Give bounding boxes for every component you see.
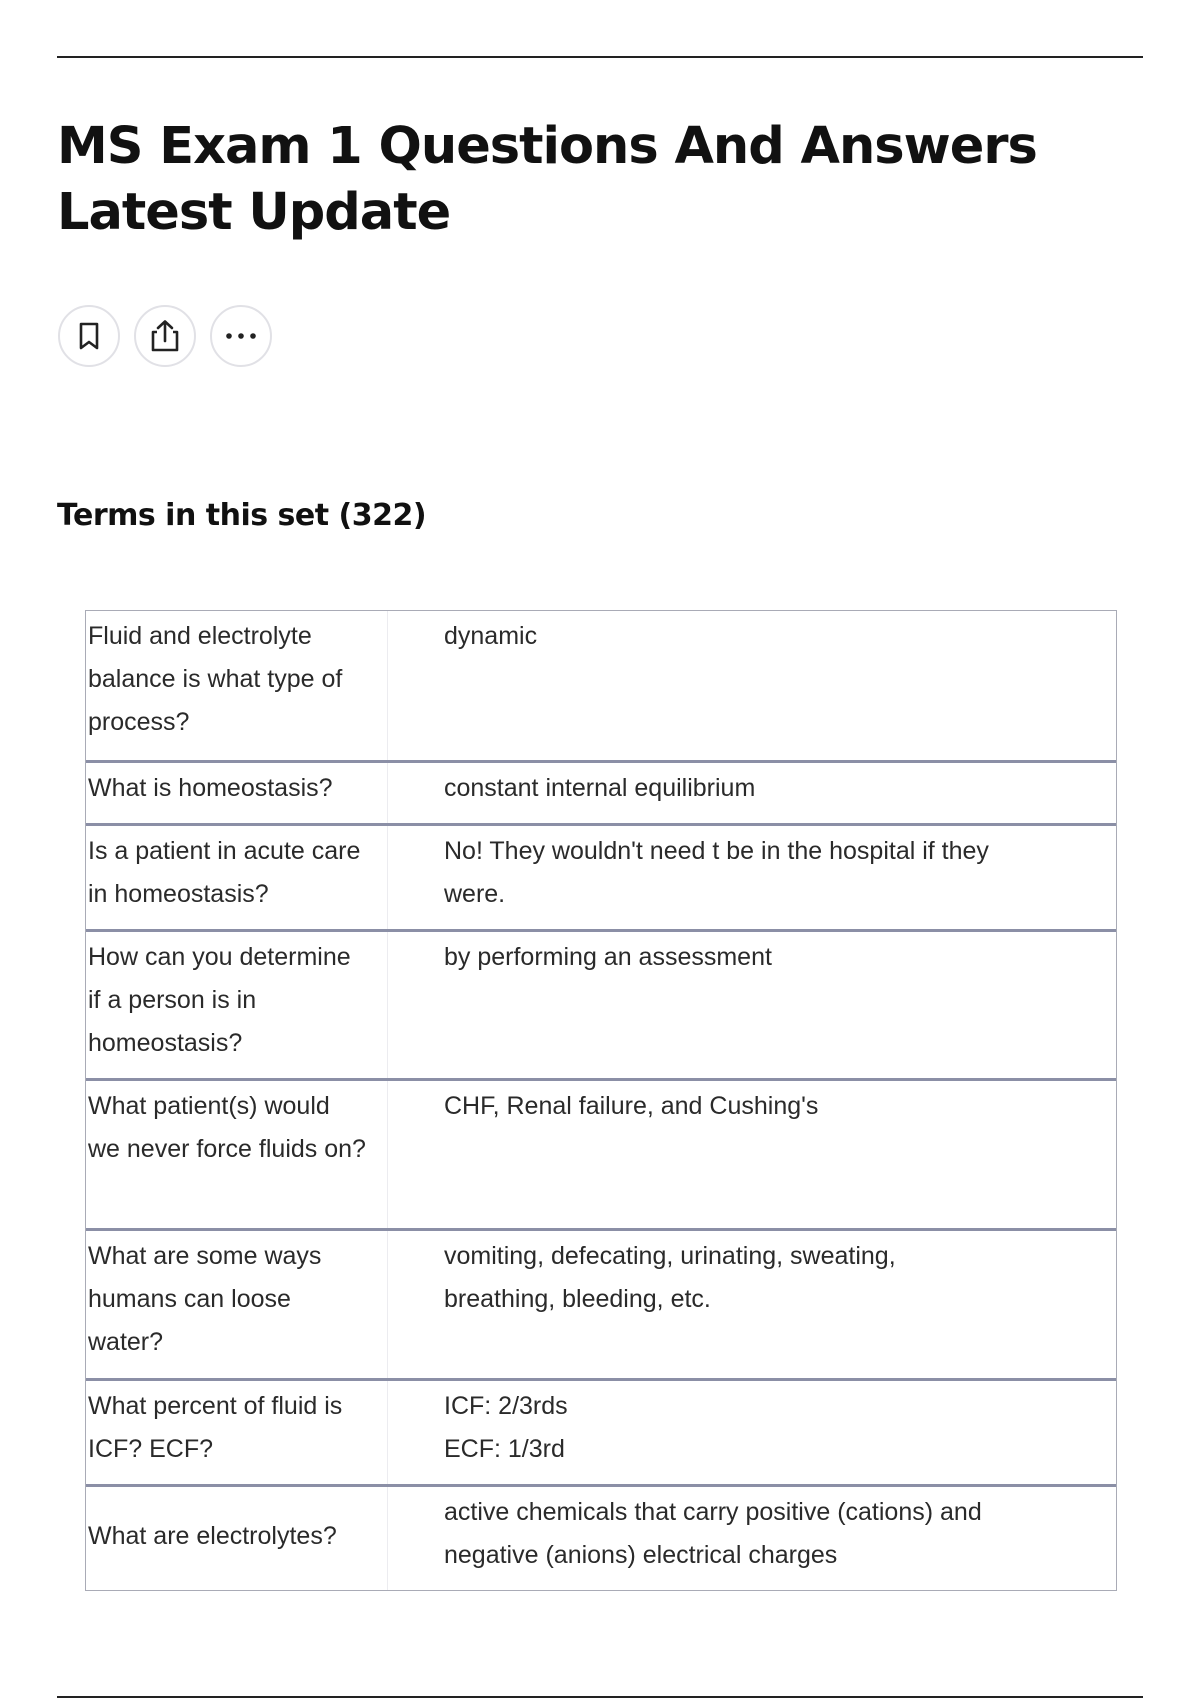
- definition-text: ICF: 2/3rds ECF: 1/3rd: [444, 1392, 568, 1463]
- definition-text: CHF, Renal failure, and Cushing's: [444, 1092, 819, 1120]
- definition-text: dynamic: [444, 622, 538, 650]
- term-text: Is a patient in acute care in homeostasis?: [86, 826, 388, 929]
- more-horizontal-icon: [224, 331, 258, 341]
- definition-text: vomiting, defecating, urinating, sweating, breathing, bleeding, etc.: [444, 1242, 896, 1313]
- more-options-button[interactable]: [210, 305, 272, 367]
- share-icon: [148, 319, 182, 353]
- page-title: MS Exam 1 Questions And Answers Latest Update: [57, 117, 1037, 242]
- term-text: What percent of fluid is ICF? ECF?: [86, 1381, 388, 1484]
- term-row[interactable]: [86, 1378, 1116, 1484]
- bookmark-button[interactable]: [58, 305, 120, 367]
- term-text: What are electrolytes?: [86, 1487, 388, 1590]
- definition-text: active chemicals that carry positive (cations) and negative (anions) electrical charges: [444, 1498, 982, 1569]
- term-row[interactable]: [86, 823, 1116, 929]
- definition-text: by performing an assessment: [444, 943, 772, 971]
- bookmark-icon: [76, 321, 102, 351]
- term-text: Fluid and electrolyte balance is what type of process?: [86, 611, 388, 760]
- terms-table: [85, 610, 1117, 1591]
- share-button[interactable]: [134, 305, 196, 367]
- bottom-divider: [57, 1696, 1143, 1698]
- term-row[interactable]: [86, 1484, 1116, 1590]
- term-text: What is homeostasis?: [86, 763, 388, 823]
- term-row[interactable]: [86, 1228, 1116, 1378]
- top-divider: [57, 56, 1143, 58]
- term-row[interactable]: [86, 611, 1116, 760]
- term-row[interactable]: [86, 760, 1116, 823]
- term-row[interactable]: [86, 929, 1116, 1078]
- term-row[interactable]: [86, 1078, 1116, 1228]
- terms-heading: Terms in this set (322): [57, 498, 427, 533]
- term-text: What are some ways humans can loose water?: [86, 1231, 388, 1378]
- definition-text: No! They wouldn't need t be in the hospital if they were.: [444, 837, 989, 908]
- action-bar: [58, 305, 272, 367]
- definition-text: constant internal equilibrium: [444, 774, 756, 802]
- term-text: What patient(s) would we never force fluids on?: [86, 1081, 388, 1228]
- term-text: How can you determine if a person is in homeostasis?: [86, 932, 388, 1078]
